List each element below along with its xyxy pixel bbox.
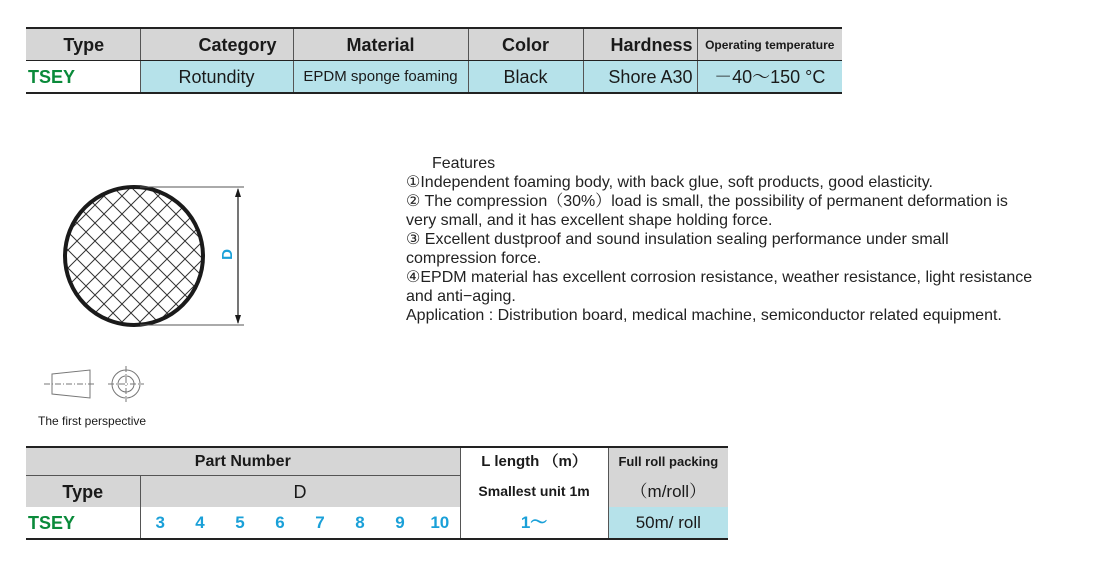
spec-material: EPDM sponge foaming <box>293 61 468 94</box>
d-value: 4 <box>180 507 220 539</box>
spec-header-material: Material <box>293 28 468 61</box>
d-value: 10 <box>420 507 460 539</box>
d-value: 3 <box>140 507 180 539</box>
spec-temperature: －40～150 °C <box>697 61 842 94</box>
feature-line: very small, and it has excellent shape holding force. <box>406 212 773 229</box>
part-number-header: Part Number <box>26 447 460 476</box>
feature-line: ①Independent foaming body, with back glue, soft products, good elasticity. <box>406 174 933 191</box>
spec-header-temperature: Operating temperature <box>697 28 842 61</box>
part-header-row-1 <box>26 447 728 476</box>
part-data-row <box>26 507 728 539</box>
d-value: 5 <box>220 507 260 539</box>
features-section <box>406 154 1096 325</box>
spec-header-category: Category <box>140 28 293 61</box>
feature-line: compression force. <box>406 250 542 267</box>
d-value: 7 <box>300 507 340 539</box>
spec-data-row <box>26 61 842 94</box>
feature-line: and anti−aging. <box>406 288 516 305</box>
feature-line: ② The compression（30%）load is small, the possibility of permanent deformation is <box>406 193 1008 210</box>
first-angle-projection-icon <box>40 366 150 406</box>
packing-value: 50m/ roll <box>608 507 728 539</box>
features-title: Features <box>432 155 496 172</box>
d-value: 8 <box>340 507 380 539</box>
packing-header: Full roll packing <box>608 447 728 476</box>
perspective-label: The first perspective <box>38 414 147 428</box>
feature-line: ④EPDM material has excellent corrosion resistance, weather resistance, light resistance <box>406 269 1033 286</box>
part-type-header: Type <box>26 476 140 508</box>
smallest-unit-header: Smallest unit 1m <box>460 476 608 508</box>
d-value: 9 <box>380 507 420 539</box>
l-length-header: L length （m） <box>460 447 608 476</box>
spec-header-hardness: Hardness <box>583 28 697 61</box>
part-type: TSEY <box>26 507 140 539</box>
spec-color: Black <box>468 61 583 94</box>
dimension-d-label: D <box>218 249 236 260</box>
part-number-table <box>26 446 728 540</box>
spec-header-row <box>26 28 842 61</box>
part-header-row-2 <box>26 476 728 508</box>
l-length-value: 1～ <box>460 507 608 539</box>
spec-hardness: Shore A30 <box>583 61 697 94</box>
feature-line: ③ Excellent dustproof and sound insulation sealing performance under small <box>406 231 949 248</box>
spec-header-color: Color <box>468 28 583 61</box>
spec-type: TSEY <box>26 61 140 94</box>
spec-table <box>26 27 842 94</box>
spec-category: Rotundity <box>140 61 293 94</box>
application-line: Application : Distribution board, medical machine, semiconductor related equipment. <box>406 307 1002 324</box>
d-header: D <box>140 476 460 508</box>
d-value: 6 <box>260 507 300 539</box>
spec-header-type: Type <box>26 28 140 61</box>
packing-unit-header: （m/roll） <box>608 476 728 508</box>
